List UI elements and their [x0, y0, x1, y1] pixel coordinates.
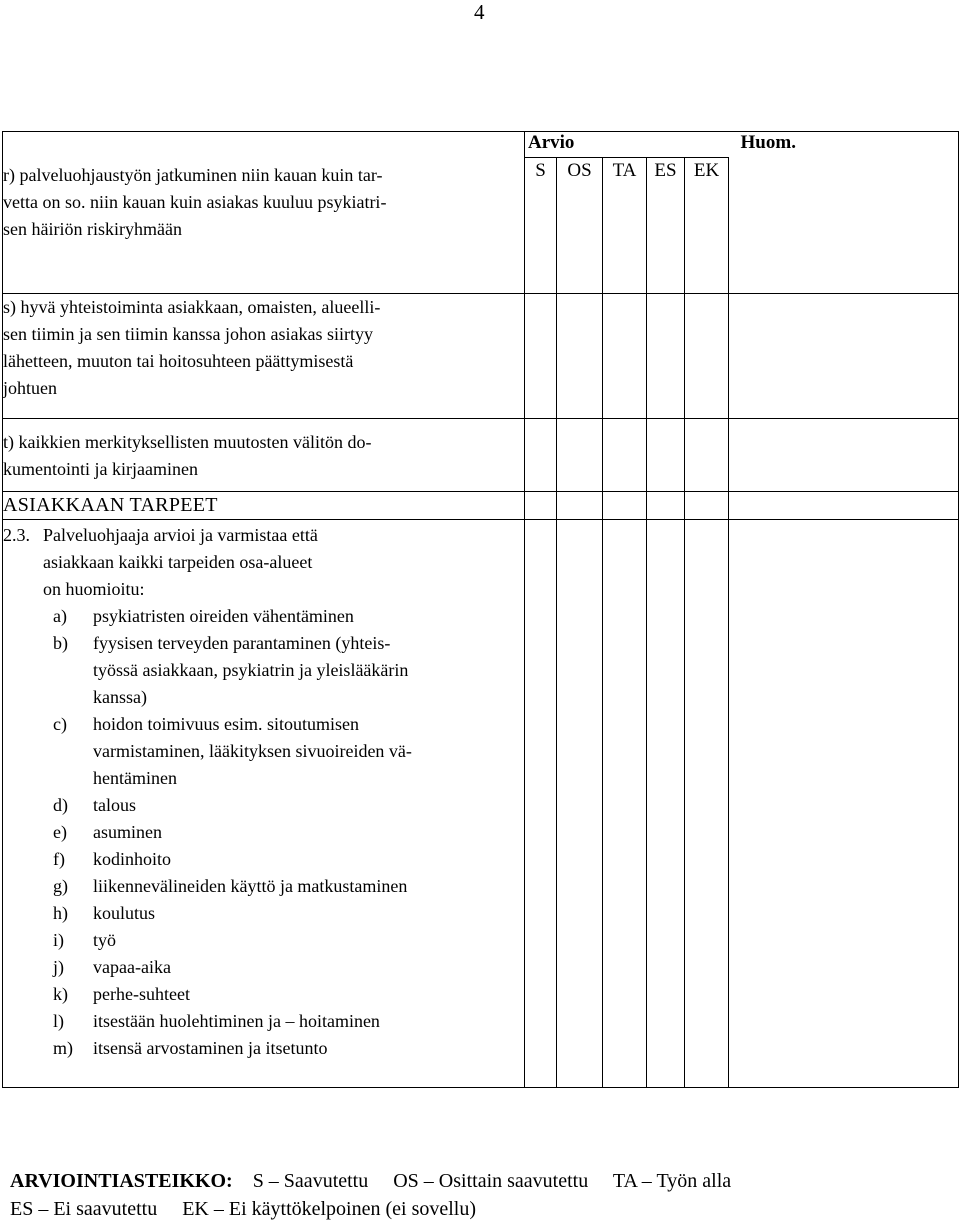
need-item	[53, 873, 524, 900]
need-item	[53, 1008, 524, 1035]
legend-line-1: S – Saavutettu OS – Osittain saavutettu TA – Työn alla	[252, 1170, 732, 1192]
scale-s: S	[525, 158, 557, 294]
need-item	[53, 927, 524, 954]
need-label: j)	[53, 957, 64, 977]
item-s: s) hyvä yhteistoiminta asiakkaan, omaisten, alueelli- sen tiimin ja sen tiimin kanssa johon asiakas siirtyy lähetteen, muuton tai hoitosuhteen päättymisestä johtuen	[3, 294, 525, 419]
need-label: g)	[53, 876, 68, 896]
legend-line-2: ES – Ei saavutettu EK – Ei käyttökelpoinen (ei sovellu)	[10, 1198, 477, 1220]
need-item	[53, 792, 524, 819]
needs-section: 2.3. Palveluohjaaja arvioi ja varmistaa että asiakkaan kaikki tarpeiden osa-alueet on huomioitu: a) psykiatristen oireiden vähentäminen b) fyysisen terveyden parantaminen (yhteis- työssä asiakkaan, psykiatrin ja yleislääkärin kanssa) c) hoidon toimivuus esim. sitoutumisen varmistaminen, lääkityksen sivuoireiden vä- hentäminen d) talous e) asuminen f) kodinhoito g) liikennevälineiden käyttö ja matkustaminen h) koulutus i) työ j) vapaa-aika k) perhe-suhteet l) itsestään huolehtiminen ja – hoitaminen m) itsensä arvostaminen ja itsetunto	[3, 520, 525, 1088]
need-label: c)	[53, 714, 67, 734]
need-item	[53, 819, 524, 846]
need-label: m)	[53, 1038, 73, 1058]
need-text: itsensä arvostaminen ja itsetunto	[93, 1038, 328, 1058]
huom-needs	[729, 520, 959, 1088]
need-item	[53, 1035, 524, 1062]
need-text-continuation: kanssa)	[93, 687, 147, 707]
need-label: a)	[53, 606, 67, 626]
need-label: h)	[53, 903, 68, 923]
need-label: d)	[53, 795, 68, 815]
need-text-continuation: työssä asiakkaan, psykiatrin ja yleislääkärin	[93, 660, 409, 680]
scale-es: ES	[647, 158, 685, 294]
header-row	[3, 132, 959, 158]
need-item	[53, 630, 524, 657]
need-text: psykiatristen oireiden vähentäminen	[93, 606, 354, 626]
need-item	[53, 846, 524, 873]
scale-ta: TA	[603, 158, 647, 294]
section-title-row	[3, 492, 959, 520]
need-text: kodinhoito	[93, 849, 172, 869]
need-item	[53, 900, 524, 927]
need-item	[53, 981, 524, 1008]
evaluation-table	[2, 131, 959, 1088]
item-r: r) palveluohjaustyön jatkuminen niin kauan kuin tar- vetta on so. niin kauan kuin asiakas kuuluu psykiatri- sen häiriön riskiryhmään	[3, 158, 525, 294]
need-text: koulutus	[93, 903, 156, 923]
section-intro-line: Palveluohjaaja arvioi ja varmistaa että	[43, 525, 318, 545]
huom-r	[729, 158, 959, 294]
scale-os: OS	[557, 158, 603, 294]
needs-list	[3, 603, 524, 1062]
need-text: liikennevälineiden käyttö ja matkustaminen	[93, 876, 408, 896]
need-item	[53, 711, 524, 738]
need-label: i)	[53, 930, 64, 950]
legend-title: ARVIOINTIASTEIKKO:	[10, 1170, 233, 1192]
need-text: talous	[93, 795, 136, 815]
huom-t	[729, 419, 959, 492]
row-t	[3, 419, 959, 492]
need-label: l)	[53, 1011, 64, 1031]
description-header	[3, 132, 525, 158]
huom-s	[729, 294, 959, 419]
need-item	[53, 954, 524, 981]
arvio-header: Arvio	[525, 132, 729, 158]
need-text: hoidon toimivuus esim. sitoutumisen	[93, 714, 360, 734]
section-title: ASIAKKAAN TARPEET	[3, 492, 525, 520]
row-r	[3, 158, 959, 294]
need-text: työ	[93, 930, 117, 950]
page-number: 4	[474, 0, 485, 24]
need-text-continuation: hentäminen	[93, 768, 177, 788]
need-text: fyysisen terveyden parantaminen (yhteis-	[93, 633, 391, 653]
section-number: 2.3.	[3, 525, 30, 545]
need-text: itsestään huolehtiminen ja – hoitaminen	[93, 1011, 380, 1031]
need-label: b)	[53, 633, 68, 653]
need-item	[53, 603, 524, 630]
need-label: f)	[53, 849, 65, 869]
rating-scale-legend	[10, 1167, 731, 1223]
row-s	[3, 294, 959, 419]
item-t: t) kaikkien merkityksellisten muutosten välitön do- kumentointi ja kirjaaminen	[3, 419, 525, 492]
need-text: perhe-suhteet	[93, 984, 190, 1004]
need-text: asuminen	[93, 822, 162, 842]
need-label: k)	[53, 984, 68, 1004]
need-text-continuation: varmistaminen, lääkityksen sivuoireiden vä-	[93, 741, 412, 761]
huom-header: Huom.	[729, 132, 959, 158]
need-label: e)	[53, 822, 67, 842]
scale-ek: EK	[685, 158, 729, 294]
needs-row	[3, 520, 959, 1088]
need-text: vapaa-aika	[93, 957, 171, 977]
